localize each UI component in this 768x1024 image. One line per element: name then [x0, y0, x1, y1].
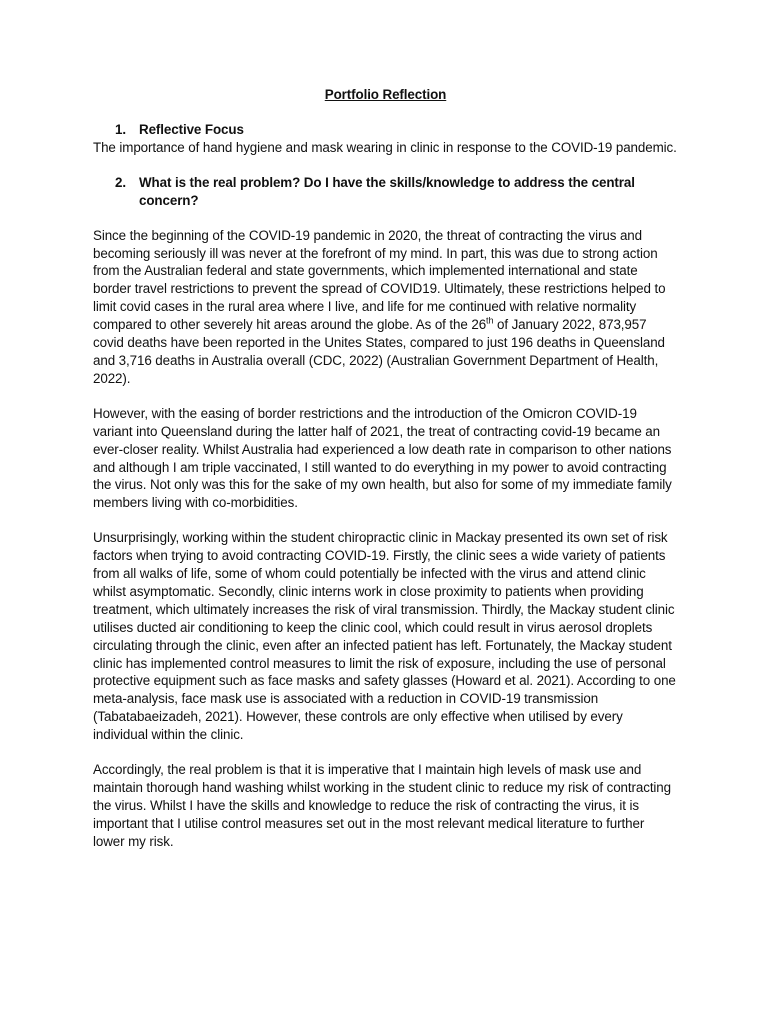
document-body — [93, 86, 678, 868]
section-heading-text: What is the real problem? Do I have the skills/knowledge to address the central concern? — [139, 174, 635, 208]
section-number: 1. — [115, 122, 126, 137]
section-heading-reflective-focus — [93, 121, 678, 139]
ordinal-suffix: th — [486, 315, 494, 326]
paragraph-text: Since the beginning of the COVID-19 pandemic in 2020, the threat of contracting the virus and becoming seriously ill was never at the forefront of my mind. In part, this was due to strong action from the Australian federal and state governments, which implemented international and state border travel restrictions to prevent the spread of COVID19. Ultimately, these restrictions helped to limit covid cases in the rural area where I live, and life for me continued with relative normality compared to other severely hit areas around the globe. As of the 26 — [93, 227, 666, 333]
section-number: 2. — [115, 174, 126, 190]
paragraph-omicron: However, with the easing of border restrictions and the introduction of the Omicron COVID-19 variant into Queensland during the latter half of 2021, the treat of contracting covid-19 became an ever-closer reality. Whilst Australia had experienced a low death rate in comparison to other nations and although I am triple vaccinated, I still wanted to do everything in my power to avoid contracting the virus. Not only was this for the sake of my own health, but also for some of my immediate family members living with co-morbidities. — [93, 405, 672, 511]
section-heading-real-problem — [93, 174, 678, 210]
document-title: Portfolio Reflection — [324, 87, 447, 102]
paragraph-real-problem: Accordingly, the real problem is that it is imperative that I maintain high levels of mask use and maintain thorough hand washing whilst working in the student clinic to reduce my risk of contracting the virus. Whilst I have the skills and knowledge to reduce the risk of contracting the virus, it is important that I utilise control measures set out in the most relevant medical literature to further lower my risk. — [93, 762, 672, 849]
paragraph-text: of January 2022, 873,957 covid deaths have been reported in the Unites States, compared to just 196 deaths in Queensland and 3,716 deaths in Australia overall (CDC, 2022) (Australian Government Department of Health, 2022). — [93, 317, 665, 386]
reflective-focus-text: The importance of hand hygiene and mask wearing in clinic in response to the COVID-19 pandemic. — [93, 139, 677, 155]
paragraph-clinic-risks: Unsurprisingly, working within the student chiropractic clinic in Mackay presented its own set of risk factors when trying to avoid contracting COVID-19. Firstly, the clinic sees a wide variety of patients from all walks of life, some of whom could potentially be infected with the virus and attend clinic whilst asymptomatic. Secondly, clinic interns work in close proximity to patients when providing treatment, which ultimately increases the risk of viral transmission. Thirdly, the Mackay student clinic utilises ducted air conditioning to keep the clinic cool, which could result in virus aerosol droplets circulating through the clinic, even after an infected patient has left. Fortunately, the Mackay student clinic has implemented control measures to limit the risk of exposure, including the use of personal protective equipment such as face masks and safety glasses (Howard et al. 2021). According to one meta-analysis, face mask use is associated with a reduction in COVID-19 transmission (Tabatabaeizadeh, 2021). However, these controls are only effective when utilised by every individual within the clinic. — [93, 530, 676, 743]
section-heading-text: Reflective Focus — [139, 122, 244, 137]
paragraph-pandemic-background — [93, 227, 678, 388]
